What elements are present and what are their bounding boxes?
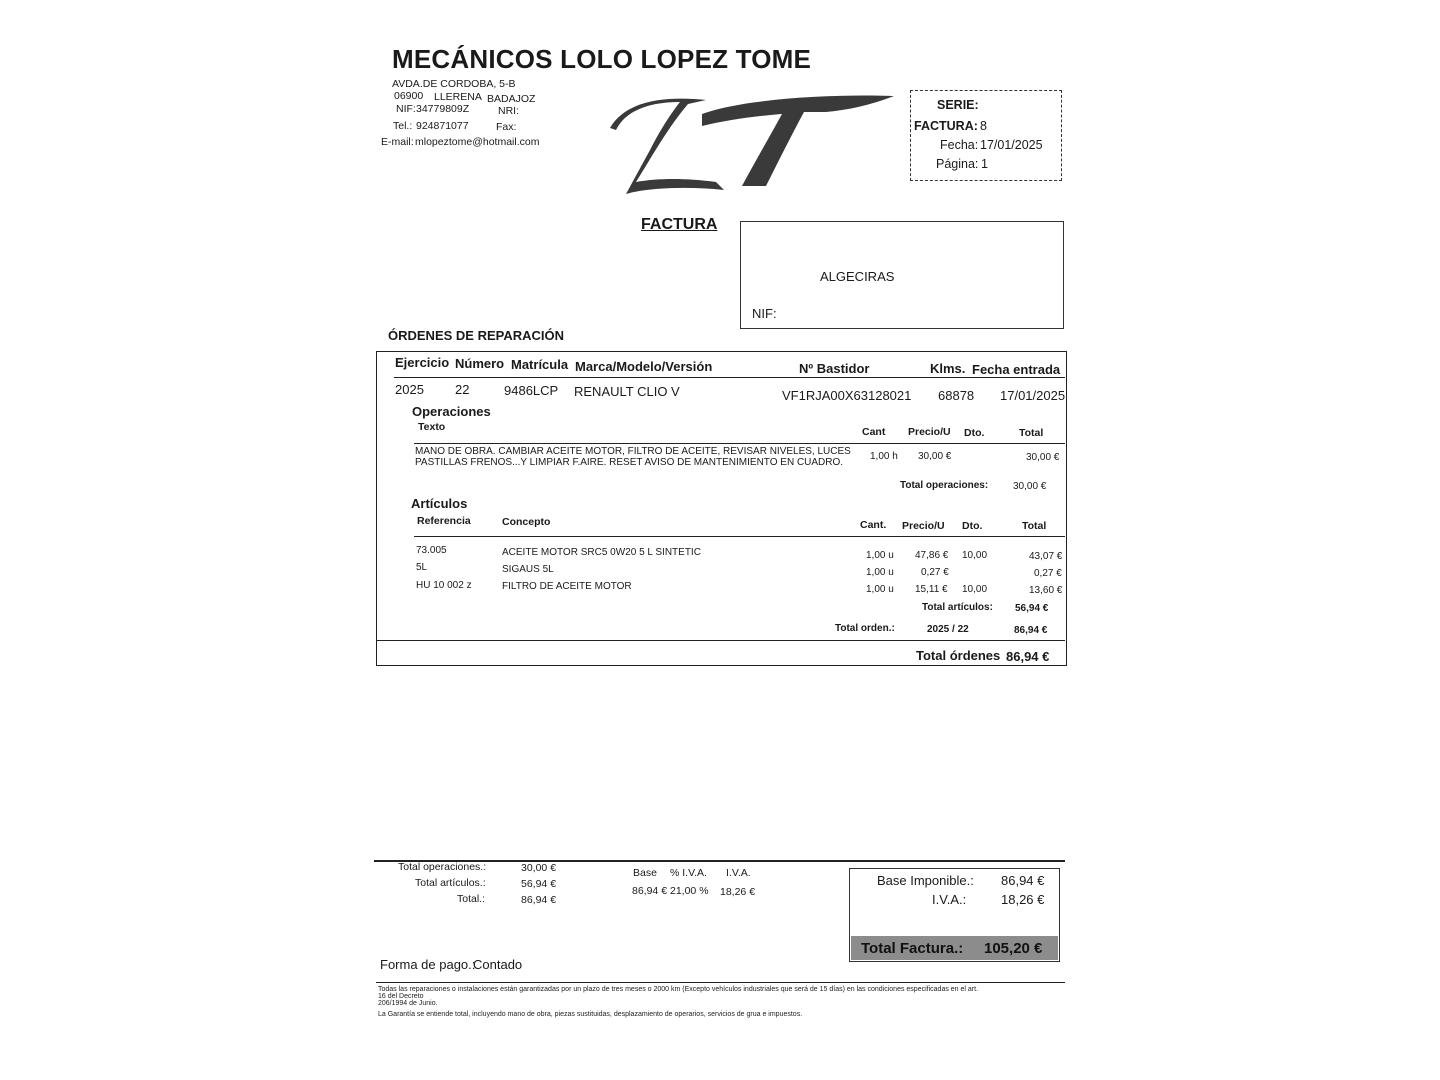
company-tel-label: Tel.:: [393, 120, 413, 132]
order-marca: RENAULT CLIO V: [574, 384, 680, 399]
company-nri-label: NRI:: [498, 105, 519, 117]
articles-col-dto: Dto.: [962, 520, 983, 532]
legal-line1: Todas las reparaciones o instalaciones están garantizadas por un plazo de tres meses o 2000 km (Excepto vehículos industriales que será de 15 días) en las condiciones especificadas en el art.: [378, 986, 979, 993]
articles-col-concepto: Concepto: [502, 516, 551, 528]
legal-line4: La Garantía se entiende total, incluyendo mano de obra, piezas sustituidas, desplazamiento de operarios, servicios de grua e impuestos.: [378, 1011, 803, 1018]
base-imponible-value: 86,94 €: [1001, 873, 1045, 888]
article-concepto: SIGAUS 5L: [502, 564, 554, 575]
article-dto: 10,00: [962, 584, 988, 595]
legal-divider: [376, 982, 1065, 983]
pagina-label: Página:: [936, 157, 979, 171]
order-total-divider: [376, 640, 1065, 641]
articles-header-divider: [414, 536, 1065, 537]
vat-pct-value: 21,00 %: [670, 885, 709, 897]
orders-title: ÓRDENES DE REPARACIÓN: [388, 328, 565, 343]
operation-precio: 30,00 €: [918, 451, 952, 462]
company-tel: 924871077: [416, 120, 469, 132]
company-address: AVDA.DE CORDOBA, 5-B: [392, 78, 516, 90]
order-total-value: 86,94 €: [1014, 625, 1048, 636]
article-concepto: ACEITE MOTOR SRC5 0W20 5 L SINTETIC: [502, 547, 701, 558]
order-total-ref: 2025 / 22: [927, 624, 969, 635]
articles-col-total: Total: [1022, 520, 1047, 532]
order-matricula: 9486LCP: [504, 383, 559, 398]
legal-line3: 206/1994 de Junio.: [378, 1000, 438, 1007]
document-title: FACTURA: [641, 216, 718, 233]
operations-total-label: Total operaciones:: [900, 480, 989, 491]
company-province: BADAJOZ: [487, 93, 536, 105]
order-klms: 68878: [938, 388, 975, 403]
order-header-matricula: Matrícula: [511, 357, 569, 372]
summary-arts-label: Total artículos.:: [415, 877, 486, 889]
client-city: ALGECIRAS: [820, 269, 895, 284]
order-numero: 22: [455, 382, 470, 397]
articles-col-referencia: Referencia: [417, 515, 471, 527]
totals-iva-label: I.V.A.:: [932, 892, 967, 907]
serie-label: SERIE:: [937, 98, 979, 112]
vat-base-label: Base: [633, 867, 657, 879]
article-cant: 1,00 u: [866, 584, 894, 595]
company-name: MECÁNICOS LOLO LOPEZ TOME: [392, 44, 812, 74]
total-factura-value: 105,20 €: [984, 940, 1043, 957]
company-email-label: E-mail:: [381, 136, 414, 148]
vat-iva-label: I.V.A.: [726, 867, 751, 879]
article-precio: 15,11 €: [915, 584, 948, 595]
order-bastidor: VF1RJA00X63128021: [782, 388, 912, 403]
order-header-marca: Marca/Modelo/Versión: [575, 359, 713, 374]
client-box: [740, 221, 1064, 329]
article-ref: 73.005: [416, 545, 447, 556]
vat-base-value: 86,94 €: [632, 885, 668, 897]
pagina-value: 1: [981, 157, 988, 171]
operations-col-precio: Precio/U: [908, 426, 951, 438]
summary-arts-value: 56,94 €: [521, 878, 557, 890]
company-postal-code: 06900: [394, 90, 424, 102]
vat-pct-label: % I.V.A.: [670, 867, 707, 879]
payment-label: Forma de pago.:: [380, 957, 476, 972]
fecha-value: 17/01/2025: [980, 138, 1043, 152]
article-precio: 47,86 €: [915, 550, 949, 561]
article-cant: 1,00 u: [866, 567, 894, 578]
article-total: 0,27 €: [1034, 568, 1062, 579]
article-concepto: FILTRO DE ACEITE MOTOR: [502, 581, 632, 592]
order-header-fecha: Fecha entrada: [972, 362, 1061, 377]
order-header-ejercicio: Ejercicio: [395, 355, 450, 370]
order-header-divider: [394, 377, 1065, 378]
company-logo: [606, 90, 896, 195]
payment-value: Contado: [473, 957, 523, 972]
company-nif-label: NIF:: [396, 103, 416, 115]
summary-total-value: 86,94 €: [521, 894, 557, 906]
summary-ops-label: Total operaciones.:: [398, 861, 487, 873]
factura-label: FACTURA:: [914, 119, 978, 133]
operations-col-texto: Texto: [418, 421, 446, 433]
article-precio: 0,27 €: [921, 567, 949, 578]
orders-total-value: 86,94 €: [1006, 649, 1050, 664]
summary-total-label: Total.:: [457, 893, 486, 905]
article-total: 13,60 €: [1029, 585, 1063, 596]
articles-col-precio: Precio/U: [902, 520, 945, 532]
article-total: 43,07 €: [1029, 551, 1063, 562]
article-cant: 1,00 u: [866, 550, 894, 561]
articles-total-value: 56,94 €: [1015, 603, 1049, 614]
company-nif: 34779809Z: [416, 103, 470, 115]
operation-text-line2: PASTILLAS FRENOS...Y LIMPIAR F.AIRE. RESET AVISO DE MANTENIMIENTO EN CUADRO.: [415, 457, 844, 468]
order-total-label: Total orden.:: [835, 623, 895, 634]
base-imponible-label: Base Imponible.:: [877, 873, 974, 888]
articles-col-cant: Cant.: [860, 519, 887, 531]
operations-col-dto: Dto.: [964, 427, 985, 439]
company-city: LLERENA: [434, 91, 482, 103]
client-nif-label: NIF:: [752, 306, 777, 321]
factura-number: 8: [980, 119, 987, 133]
operations-total-value: 30,00 €: [1013, 481, 1047, 492]
fecha-label: Fecha:: [940, 138, 979, 152]
articles-total-label: Total artículos:: [922, 602, 993, 613]
order-ejercicio: 2025: [395, 382, 424, 397]
operations-col-cant: Cant: [862, 426, 886, 438]
order-header-numero: Número: [455, 356, 505, 371]
vat-iva-value: 18,26 €: [720, 886, 756, 898]
summary-ops-value: 30,00 €: [521, 862, 557, 874]
operations-col-total: Total: [1019, 427, 1044, 439]
article-ref: HU 10 002 z: [416, 580, 472, 591]
order-fecha: 17/01/2025: [1000, 388, 1066, 403]
article-dto: 10,00: [962, 550, 988, 561]
company-fax-label: Fax:: [496, 121, 517, 133]
operation-total: 30,00 €: [1026, 452, 1060, 463]
company-email: mlopeztome@hotmail.com: [415, 136, 540, 148]
totals-iva-value: 18,26 €: [1001, 892, 1045, 907]
orders-total-label: Total órdenes: [916, 648, 1001, 663]
total-factura-label: Total Factura.:: [861, 940, 964, 957]
articles-title: Artículos: [411, 496, 468, 511]
order-header-bastidor: Nº Bastidor: [799, 361, 870, 376]
operations-header-divider: [414, 443, 1065, 444]
legal-line2: 16 del Decreto: [378, 993, 424, 1000]
article-ref: 5L: [416, 562, 428, 573]
order-header-klms: Klms.: [930, 361, 966, 376]
operations-title: Operaciones: [412, 404, 491, 419]
operation-cant: 1,00 h: [870, 451, 898, 462]
operation-text-line1: MANO DE OBRA. CAMBIAR ACEITE MOTOR, FILTRO DE ACEITE, REVISAR NIVELES, LUCES: [415, 446, 851, 457]
